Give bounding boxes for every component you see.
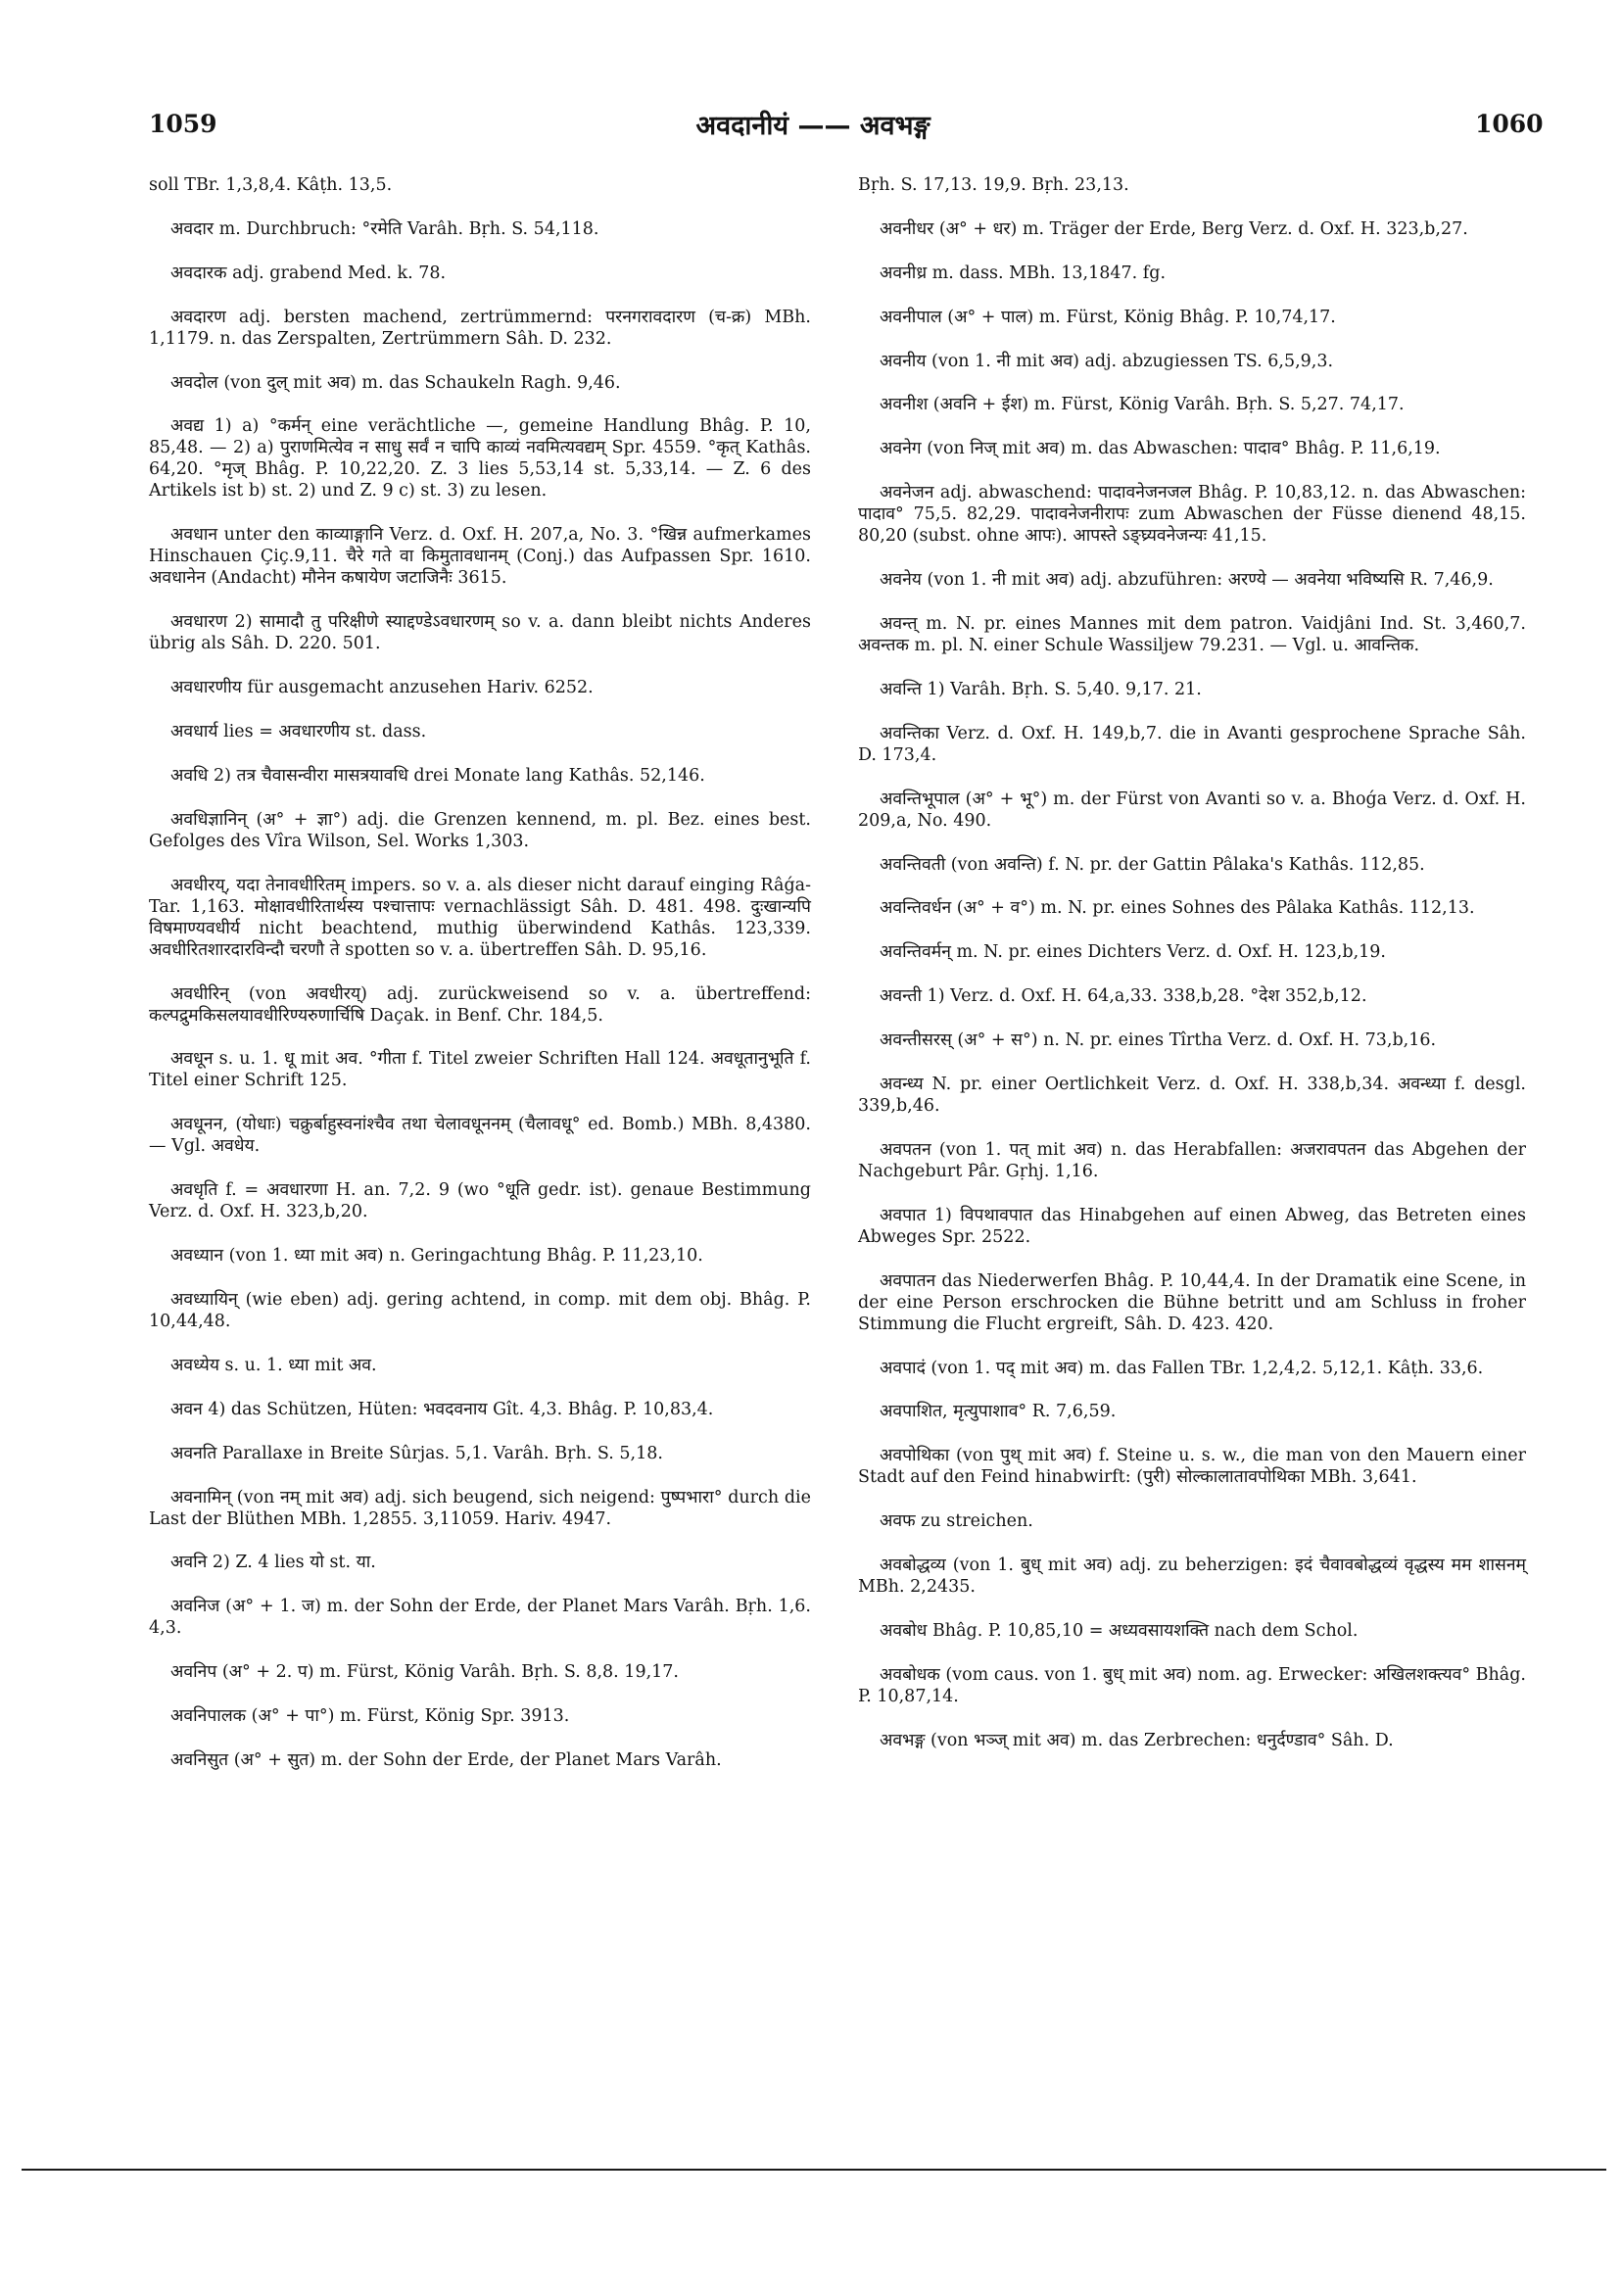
dictionary-entry: अवनिपालक (अ° + पा°) m. Fürst, König Spr. 3913. (170, 1706, 570, 1727)
dictionary-entry: soll TBr. 1,3,8,4. Kâṭh. 13,5. (149, 175, 393, 195)
dictionary-entry: अवनीश (अवनि + ईश) m. Fürst, König Varâh. Bṛh. S. 5,27. 74,17. (880, 395, 1405, 415)
dictionary-entry: अवनिसुत (अ° + सुत) m. der Sohn der Erde, der Planet Mars Varâh. (170, 1750, 722, 1771)
page-number-left: 1059 (149, 110, 217, 138)
dictionary-entry: अवनामिन् (von नम् mit अव) adj. sich beugend, sich neigend: पुष्पभारा° durch die Last der Blüthen MBh. 1,2855. 3,11059. Hariv. 4947. (149, 1487, 811, 1529)
dictionary-entry: अवधान unter den काव्याङ्गानि Verz. d. Oxf. H. 207,a, No. 3. °खिन्न aufmerkames Hinschauen Çiç.9,11. चैरे गते वा किमुतावधानम् (Conj.) das Aufpassen Spr. 1610. अवधानेन (Andacht) मौनेन कषायेण जटाजिनैः 3615. (149, 525, 811, 589)
dictionary-entry: अवध्यान (von 1. ध्या mit अव) n. Geringachtung Bhâg. P. 11,23,10. (170, 1246, 703, 1267)
dictionary-entry: अवपतन (von 1. पत् mit अव) n. das Herabfallen: अजरावपतन das Abgehen der Nachgeburt Pâr. Gṛhj. 1,16. (858, 1139, 1526, 1181)
dictionary-entry: अवनेजन adj. abwaschend: पादावनेजनजल Bhâg. P. 10,83,12. n. das Abwaschen: पादाव° 75,5. 82,29. पादावनेजनीरापः zum Abwaschen der Füsse dienend 48,15. 80,20 (subst. ohne आपः). आपस्ते ऽङ्घ्र्यवनेजन्यः 41,15. (858, 483, 1526, 547)
dictionary-entry: अवधून s. u. 1. धू mit अव. °गीता f. Titel zweier Schriften Hall 124. अवधूतानुभूति f. Titel einer Schrift 125. (149, 1049, 811, 1091)
running-title: अवदानीयं —— अवभङ्ग (695, 111, 930, 141)
dictionary-entry: अवबोद्धव्य (von 1. बुध् mit अव) adj. zu beherzigen: इदं चैवावबोद्धव्यं वृद्धस्य मम शासनम् MBh. 2,2435. (858, 1555, 1526, 1598)
dictionary-entry: अवभङ्ग (von भञ्ज् mit अव) m. das Zerbrechen: धनुर्दण्डाव° Sâh. D. (880, 1730, 1394, 1750)
right-column (858, 174, 1526, 1774)
dictionary-entry: अवन्तिवती (von अवन्ति) f. N. pr. der Gattin Pâlaka's Kathâs. 112,85. (880, 854, 1425, 875)
dictionary-entry: अवधार्य lies = अवधारणीय st. dass. (170, 722, 427, 742)
dictionary-entry: अवपात 1) विपथावपात das Hinabgehen auf einen Abweg, das Betreten eines Abweges Spr. 2522. (858, 1205, 1526, 1247)
dictionary-entry: अवनीधर (अ° + धर) m. Träger der Erde, Berg Verz. d. Oxf. H. 323,b,27. (880, 218, 1468, 239)
dictionary-entry: अवनेय (von 1. नी mit अव) adj. abzuführen: अरण्ये — अवनेया भविष्यसि R. 7,46,9. (880, 570, 1494, 591)
bottom-rule (22, 2169, 1606, 2171)
dictionary-entry: अवद्य 1) a) °कर्मन् eine verächtliche —, gemeine Handlung Bhâg. P. 10, 85,48. — 2) a) पुराणमित्येव न साधु सर्वं न चापि काव्यं नवमित्यवद्यम् Spr. 4559. °कृत् Kathâs. 64,20. °मृज् Bhâg. P. 10,22,20. Z. 3 lies 5,53,14 st. 5,33,14. — Z. 6 des Artikels ist b) st. 2) und Z. 9 c) st. 3) zu lesen. (149, 416, 811, 502)
dictionary-entry: अवनीपाल (अ° + पाल) m. Fürst, König Bhâg. P. 10,74,17. (880, 307, 1336, 327)
dictionary-entry: अवधि 2) तत्र चैवासन्वीरा मासत्रयावधि drei Monate lang Kathâs. 52,146. (170, 765, 705, 786)
dictionary-entry: Bṛh. S. 17,13. 19,9. Bṛh. 23,13. (858, 175, 1129, 195)
dictionary-entry: अवन्ती 1) Verz. d. Oxf. H. 64,a,33. 338,b,28. °देश 352,b,12. (880, 986, 1367, 1007)
dictionary-entry: अवदोल (von दुल् mit अव) m. das Schaukeln Ragh. 9,46. (170, 372, 621, 393)
dictionary-entry: अवधारण 2) सामादौ तु परिक्षीणे स्याद्दण्डेऽवधारणम् so v. a. dann bleibt nichts Anderes übrig als Sâh. D. 220. 501. (149, 612, 811, 654)
dictionary-entry: अवन्तिका Verz. d. Oxf. H. 149,b,7. die in Avanti gesprochene Sprache Sâh. D. 173,4. (858, 723, 1526, 765)
dictionary-entry: अवधृति f. = अवधारणा H. an. 7,2. 9 (wo °धूति gedr. ist). genaue Bestimmung Verz. d. Oxf. H. 323,b,20. (149, 1180, 811, 1222)
dictionary-entry: अवदार m. Durchbruch: °रमेति Varâh. Bṛh. S. 54,118. (170, 218, 599, 239)
dictionary-entry: अवदारक adj. grabend Med. k. 78. (170, 263, 447, 283)
dictionary-entry: अवबोधक (vom caus. von 1. बुध् mit अव) nom. ag. Erwecker: अखिलशक्त्यव° Bhâg. P. 10,87,14. (858, 1664, 1526, 1706)
dictionary-entry: अवधिज्ञानिन् (अ° + ज्ञा°) adj. die Grenzen kennend, m. pl. Bez. eines best. Gefolges des Vîra Wilson, Sel. Works 1,303. (149, 809, 811, 851)
dictionary-entry: अवपोथिका (von पुथ् mit अव) f. Steine u. s. w., die man von den Mauern einer Stadt auf den Feind hinabwirft: (पुरी) सोल्कालातावपोथिका MBh. 3,641. (858, 1446, 1526, 1488)
left-column (149, 174, 811, 1794)
dictionary-entry: अवधूनन, (योधाः) चक्रुर्बाहुस्वनांश्चैव तथा चेलावधूननम् (चैलावधू° ed. Bomb.) MBh. 8,4380. — Vgl. अवधेय. (149, 1115, 811, 1157)
dictionary-entry: अवनीध्र m. dass. MBh. 13,1847. fg. (880, 263, 1167, 283)
dictionary-entry: अवनेग (von निज् mit अव) m. das Abwaschen: पादाव° Bhâg. P. 11,6,19. (880, 439, 1441, 459)
dictionary-entry: अवन्तिभूपाल (अ° + भू°) m. der Fürst von Avanti so v. a. Bhoǵa Verz. d. Oxf. H. 209,a, No. 490. (858, 789, 1526, 831)
dictionary-entry: अवनि 2) Z. 4 lies यो st. या. (170, 1553, 376, 1573)
dictionary-entry: अवन्ध्य N. pr. einer Oertlichkeit Verz. d. Oxf. H. 338,b,34. अवन्ध्या f. desgl. 339,b,46. (858, 1075, 1526, 1117)
dictionary-entry: अवफ zu streichen. (880, 1511, 1033, 1532)
dictionary-entry: अवन्तिवर्धन (अ° + व°) m. N. pr. eines Sohnes des Pâlaka Kathâs. 112,13. (880, 898, 1475, 919)
dictionary-entry: अवदारण adj. bersten machend, zertrümmernd: परनगरावदारण (च-क्र) MBh. 1,1179. n. das Zerspalten, Zertrümmern Sâh. D. 232. (149, 307, 811, 349)
dictionary-entry: अवधीरिन् (von अवधीरय्) adj. zurückweisend so v. a. übertreffend: कल्पद्रुमकिसलयावधीरिण्यरुणार्चिषि Daçak. in Benf. Chr. 184,5. (149, 983, 811, 1026)
dictionary-entry: अवबोध Bhâg. P. 10,85,10 = अध्यवसायशक्ति nach dem Schol. (880, 1621, 1359, 1642)
dictionary-entry: अवन 4) das Schützen, Hüten: भवदवनाय Gît. 4,3. Bhâg. P. 10,83,4. (170, 1399, 714, 1419)
page-number-right: 1060 (1475, 110, 1544, 138)
dictionary-entry: अवधारणीय für ausgemacht anzusehen Hariv. 6252. (170, 678, 594, 698)
dictionary-entry: अवनिज (अ° + 1. ज) m. der Sohn der Erde, der Planet Mars Varâh. Bṛh. 1,6. 4,3. (149, 1597, 811, 1639)
dictionary-entry: अवपातन das Niederwerfen Bhâg. P. 10,44,4. In der Dramatik eine Scene, in der eine Person erschrocken die Bühne betritt und am Schluss in froher Stimmung die Flucht ergreift, Sâh. D. 423. 420. (858, 1270, 1526, 1334)
dictionary-entry: अवन्तिवर्मन् m. N. pr. eines Dichters Verz. d. Oxf. H. 123,b,19. (880, 942, 1386, 963)
dictionary-entry: अवधीरय्, यदा तेनावधीरितम् impers. so v. a. als dieser nicht darauf einging Râǵa-Tar. 1,163. मोक्षावधीरितार्थस्य पश्चात्तापः vernachlässigt Sâh. D. 481. 498. दुःखान्यपि विषमाण्यवधीर्य nicht beachtend, muthig überwindend Kathâs. 123,339. अवधीरितशारदारविन्दौ चरणौ ते spotten so v. a. übertreffen Sâh. D. 95,16. (149, 875, 811, 960)
dictionary-entry: अवन्तीसरस् (अ° + स°) n. N. pr. eines Tîrtha Verz. d. Oxf. H. 73,b,16. (880, 1030, 1437, 1051)
dictionary-entry: अवपाशित, मृत्युपाशाव° R. 7,6,59. (880, 1402, 1117, 1422)
dictionary-entry: अवनीय (von 1. नी mit अव) adj. abzugiessen TS. 6,5,9,3. (880, 351, 1334, 371)
dictionary-entry: अवन्ति 1) Varâh. Bṛh. S. 5,40. 9,17. 21. (880, 679, 1202, 699)
dictionary-entry: अवन्त् m. N. pr. eines Mannes mit dem patron. Vaidjâni Ind. St. 3,460,7. अवन्तक m. pl. N. einer Schule Wassiljew 79.231. — Vgl. u. आवन्तिक. (858, 614, 1526, 656)
dictionary-entry: अवध्येय s. u. 1. ध्या mit अव. (170, 1355, 377, 1375)
dictionary-entry: अवपादं (von 1. पद् mit अव) m. das Fallen TBr. 1,2,4,2. 5,12,1. Kâṭh. 33,6. (880, 1358, 1484, 1378)
dictionary-entry: अवध्यायिन् (wie eben) adj. gering achtend, in comp. mit dem obj. Bhâg. P. 10,44,48. (149, 1290, 811, 1332)
dictionary-entry: अवनिप (अ° + 2. प) m. Fürst, König Varâh. Bṛh. S. 8,8. 19,17. (170, 1662, 679, 1683)
dictionary-entry: अवनति Parallaxe in Breite Sûrjas. 5,1. Varâh. Bṛh. S. 5,18. (170, 1443, 663, 1463)
